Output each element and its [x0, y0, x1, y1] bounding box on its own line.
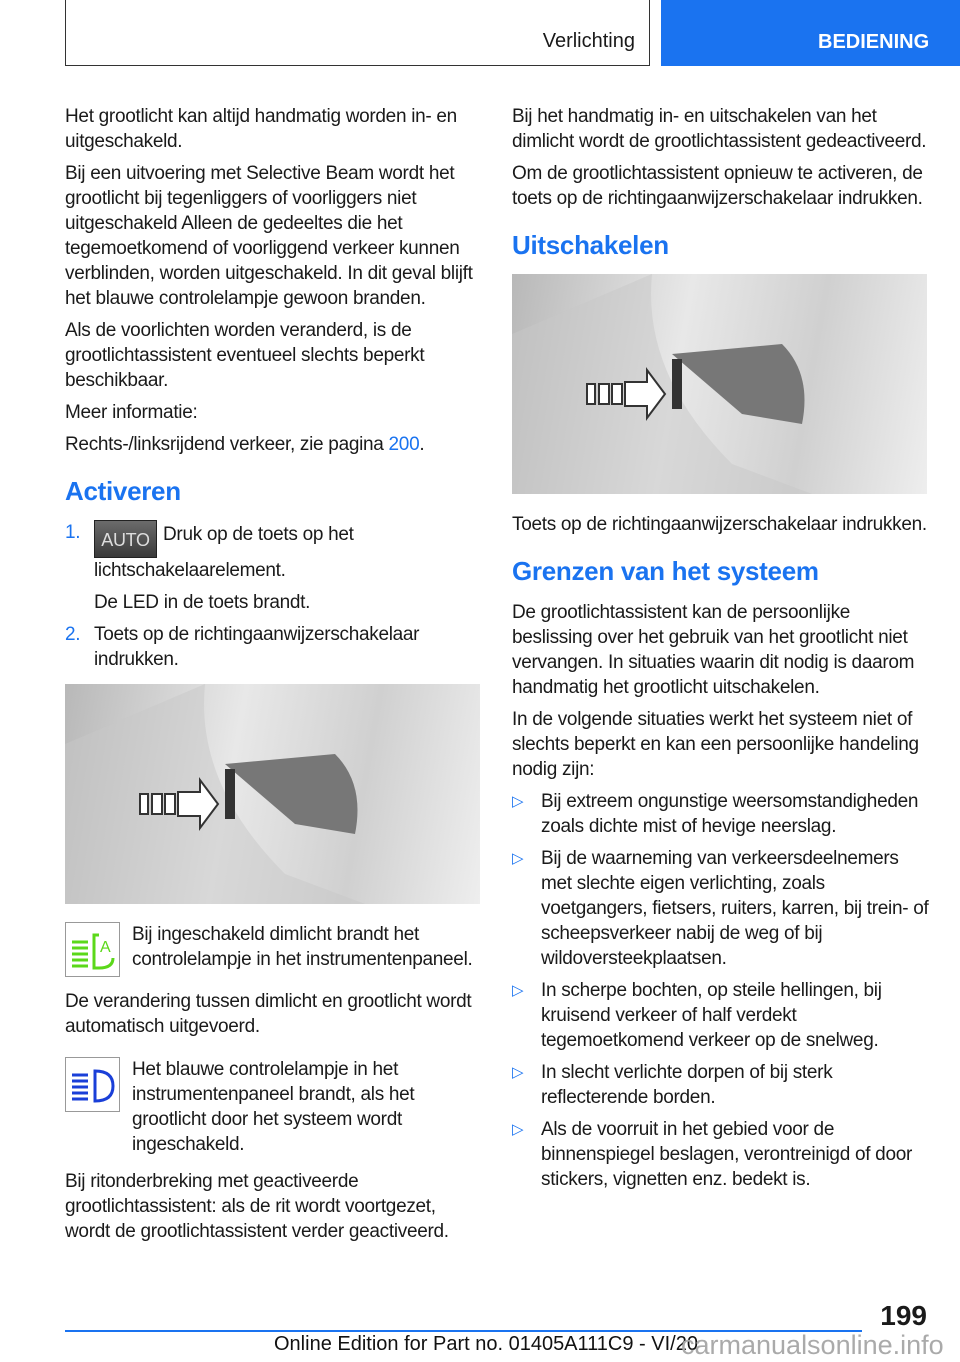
- paragraph: Rechts-/linksrijdend verkeer, zie pagina 200.: [65, 434, 425, 455]
- page-number: 199: [880, 1300, 927, 1331]
- ref-text: Rechts-/linksrijdend verkeer, zie pagina: [65, 434, 389, 455]
- heading-activeren: Activeren: [65, 476, 181, 506]
- paragraph: Om de grootlichtassistent opnieuw te activeren, de toets op de richtingaanwijzerschakelaar indrukken.: [512, 163, 923, 209]
- section-title: Verlichting: [542, 30, 635, 52]
- paragraph: De grootlichtassistent kan de persoonlijke beslissing over het gebruik van het grootlicht niet vervangen. In situaties waarin dit nodig is daarom handmatig het grootlicht uitschakelen.: [512, 602, 915, 698]
- indicator-row: [65, 1057, 483, 1157]
- step-text: Toets op de richtingaanwijzerschakelaar indrukken.: [94, 624, 420, 670]
- list-item: [512, 789, 930, 839]
- left-column: [65, 104, 483, 1251]
- triangle-bullet-icon: ▷: [512, 982, 524, 999]
- step-number: 1.: [65, 522, 81, 543]
- page-link[interactable]: 200: [388, 434, 420, 455]
- triangle-bullet-icon: ▷: [512, 1064, 524, 1081]
- triangle-bullet-icon: ▷: [512, 850, 524, 867]
- list-item-text: Als de voorruit in het gebied voor de binnenspiegel beslagen, verontreinigd of door stickers, vignetten enz. bedekt is.: [541, 1119, 913, 1190]
- watermark: carmanualsonline.info: [681, 1330, 944, 1360]
- list-item-text: Bij de waarneming van verkeersdeelnemers met slechte eigen verlichting, zoals voetgangers, fietsers, ruiters, karren, bij trein- of scheepsverkeer nabij de weg of bij wildoversteekplaatsen.: [541, 848, 929, 969]
- paragraph: De verandering tussen dimlicht en grootlicht wordt automatisch uitgevoerd.: [65, 991, 472, 1037]
- step-2: [65, 622, 483, 672]
- paragraph: Het grootlicht kan altijd handmatig worden in- en uitgeschakeld.: [65, 106, 457, 152]
- stalk-image: [512, 274, 927, 494]
- list-item-text: In slecht verlichte dorpen of bij sterk reflecterende borden.: [541, 1062, 833, 1108]
- heading-uitschakelen: Uitschakelen: [512, 230, 669, 260]
- triangle-bullet-icon: ▷: [512, 1121, 524, 1138]
- svg-text:A: A: [99, 938, 110, 956]
- step-1: [65, 520, 483, 615]
- paragraph: Bij ritonderbreking met geactiveerde grootlichtassistent: als de rit wordt voortgezet, wordt de grootlichtassistent verder geactiveerd.: [65, 1171, 449, 1242]
- edition-text: Online Edition for Part no. 01405A111C9 - VI/20: [274, 1333, 698, 1355]
- paragraph: Bij een uitvoering met Selective Beam wordt het grootlicht bij tegenliggers of voorliggers niet uitgeschakeld Alleen de gedeeltes die het tegemoetkomend of voorliggend verkeer kunnen verblinden, worden uitgeschakeld. In dit geval blijft het blauwe controlelampje gewoon branden.: [65, 163, 473, 309]
- auto-dimlight-indicator-icon: [65, 922, 120, 977]
- indicator-text: Bij ingeschakeld dimlicht brandt het controlelampje in het instrumentenpaneel.: [132, 924, 473, 970]
- paragraph: In de volgende situaties werkt het systeem niet of slechts beperkt en kan een persoonlijke handeling nodig zijn:: [512, 709, 919, 780]
- stalk-image: [65, 684, 480, 904]
- paragraph: Als de voorlichten worden veranderd, is de grootlichtassistent eventueel slechts beperkt beschikbaar.: [65, 320, 425, 391]
- chapter-tab[interactable]: BEDIENING: [661, 0, 960, 66]
- step-subtext: De LED in de toets brandt.: [94, 592, 311, 613]
- triangle-bullet-icon: ▷: [512, 793, 524, 810]
- list-item-text: Bij extreem ongunstige weersomstandigheden zoals dichte mist of hevige neerslag.: [541, 791, 919, 837]
- header-box: [65, 0, 650, 66]
- list-item: [512, 846, 930, 971]
- step-text: Druk op de toets op het lichtschakelaarelement.: [94, 524, 354, 581]
- step-number: 2.: [65, 624, 81, 645]
- list-item: [512, 1117, 930, 1192]
- paragraph: Bij het handmatig in- en uitschakelen van het dimlicht wordt de grootlichtassistent gedeactiveerd.: [512, 106, 927, 152]
- high-beam-indicator-icon: [65, 1057, 120, 1112]
- right-column: [512, 104, 930, 1199]
- indicator-text: Het blauwe controlelampje in het instrumentenpaneel brandt, als het grootlicht door het systeem wordt ingeschakeld.: [132, 1059, 415, 1155]
- image-caption: Toets op de richtingaanwijzerschakelaar indrukken.: [512, 514, 927, 535]
- indicator-row: [65, 922, 483, 977]
- list-item: [512, 978, 930, 1053]
- auto-button-icon: AUTO: [94, 520, 157, 558]
- paragraph: Meer informatie:: [65, 402, 198, 423]
- heading-grenzen: Grenzen van het systeem: [512, 556, 819, 586]
- list-item: [512, 1060, 930, 1110]
- list-item-text: In scherpe bochten, op steile hellingen, bij kruisend verkeer of half verdekt tegemoetkomend verkeer op de snelweg.: [541, 980, 882, 1051]
